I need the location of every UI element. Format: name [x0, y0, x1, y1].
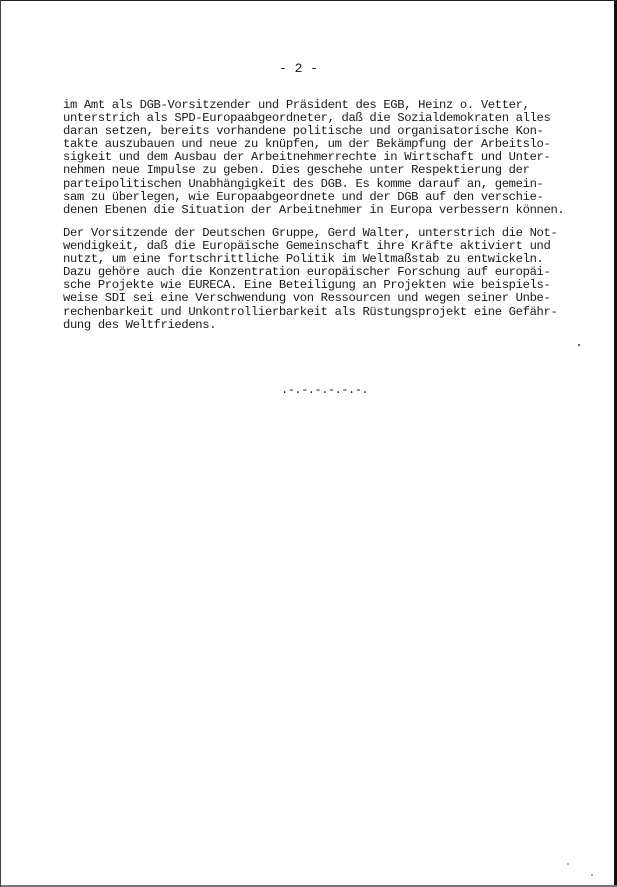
paragraph-line: dung des Weltfriedens. — [63, 317, 217, 332]
paragraph-line: takte auszubauen und neue zu knüpfen, um der Bekämpfung der Arbeitslo- — [63, 137, 551, 152]
paragraph-line: sigkeit und dem Ausbau der Arbeitnehmerrechte in Wirtschaft und Unter- — [63, 150, 551, 165]
paragraph-line: nehmen neue Impulse zu geben. Dies geschehe unter Respektierung der — [63, 163, 530, 178]
scan-speck — [567, 863, 569, 865]
paragraph-line: nutzt, um eine fortschrittliche Politik im Weltmaßstab zu entwickeln. — [63, 252, 544, 267]
scan-speck — [578, 344, 580, 346]
paragraph-line: parteipolitischen Unabhängigkeit des DGB. Es komme darauf an, gemein- — [63, 176, 544, 191]
paragraph-line: Der Vorsitzende der Deutschen Gruppe, Gerd Walter, unterstrich die Not- — [63, 226, 558, 240]
paragraph-line: im Amt als DGB-Vorsitzender und Präsident des EGB, Heinz o. Vetter, — [63, 98, 530, 112]
paragraph-line: denen Ebenen die Situation der Arbeitnehmer in Europa verbessern können. — [63, 202, 565, 217]
paragraph-vetter-statement — [63, 99, 591, 217]
paragraph-line: wendigkeit, daß die Europäische Gemeinschaft ihre Kräfte aktiviert und — [63, 239, 551, 254]
paragraph-line: weise SDI sei eine Verschwendung von Ressourcen und wegen seiner Unbe- — [63, 291, 551, 306]
paragraph-line: rechenbarkeit und Unkontrollierbarkeit als Rüstungsprojekt eine Gefähr- — [63, 304, 558, 319]
paragraph-line: sam zu überlegen, wie Europaabgeordnete und der DGB auf den verschie- — [63, 189, 544, 204]
paragraph-line: Dazu gehöre auch die Konzentration europäischer Forschung auf europäi- — [63, 265, 551, 280]
paragraph-line: sche Projekte wie EURECA. Eine Beteiligung an Projekten wie beispiels- — [63, 278, 551, 293]
paragraph-line: unterstrich als SPD-Europaabgeordneter, daß die Sozialdemokraten alles — [63, 111, 551, 126]
page-number: - 2 - — [279, 61, 319, 76]
end-separator: .-.-.-.-.-.-. — [281, 383, 369, 397]
paragraph-line: daran setzen, bereits vorhandene politische und organisatorische Kon- — [63, 124, 544, 139]
scan-speck — [591, 874, 593, 876]
paragraph-walter-statement — [63, 227, 591, 332]
